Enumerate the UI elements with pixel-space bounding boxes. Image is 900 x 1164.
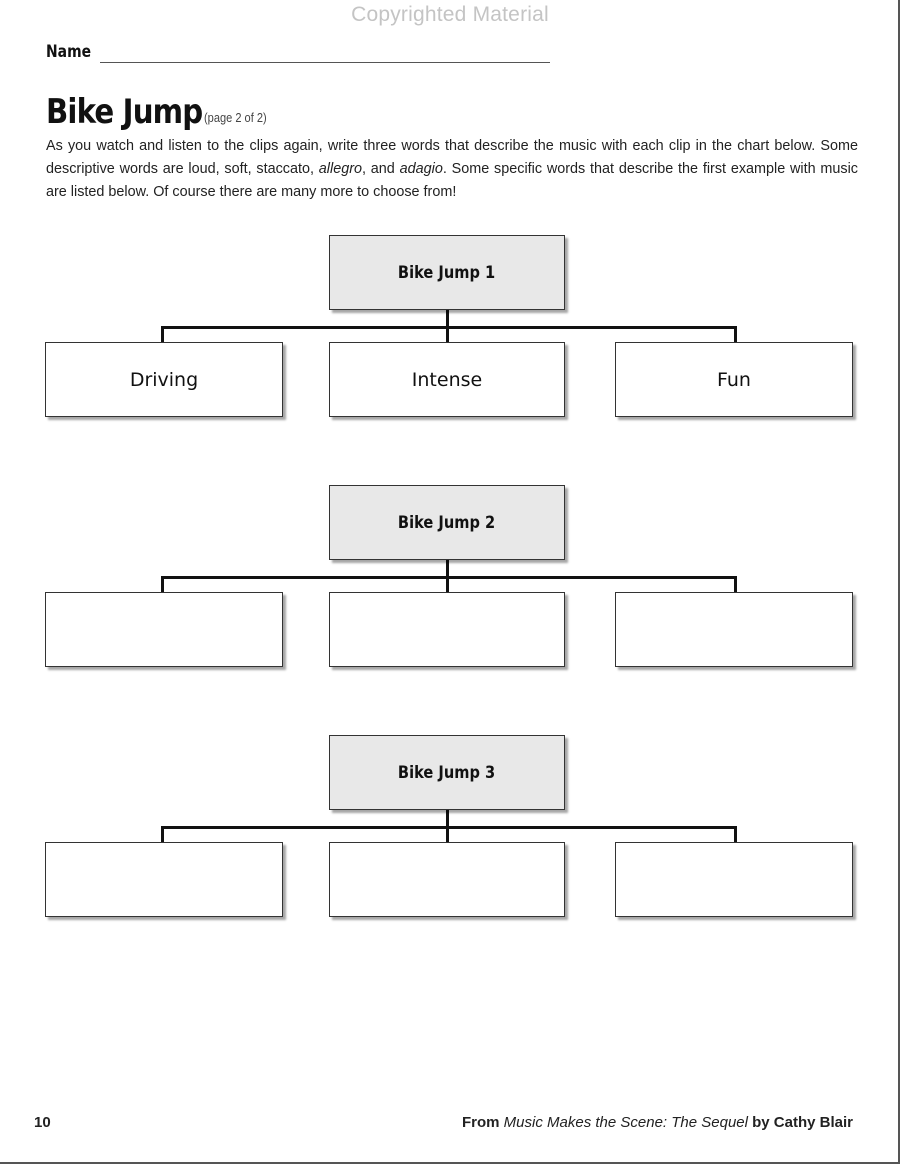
instructions-italic-adagio: adagio <box>399 161 443 177</box>
word-box-2[interactable] <box>329 592 565 667</box>
instructions-text-2: , and <box>362 161 400 177</box>
connector-horizontal <box>161 326 737 329</box>
connector-horizontal <box>161 826 737 829</box>
word-box-3[interactable] <box>615 592 853 667</box>
connector-left <box>161 326 164 342</box>
connector-left <box>161 826 164 842</box>
heading-box <box>329 235 565 310</box>
word-box-1[interactable] <box>45 342 283 417</box>
page-title: Bike Jump <box>46 92 203 132</box>
page-note: (page 2 of 2) <box>204 110 267 125</box>
bike-jump-2-diagram <box>0 485 900 685</box>
heading-box <box>329 735 565 810</box>
connector-right <box>734 576 737 592</box>
credit-suffix: by Cathy Blair <box>747 1114 853 1131</box>
heading-label: Bike Jump 2 <box>398 512 496 533</box>
title-row <box>46 92 267 132</box>
connector-right <box>734 326 737 342</box>
word-box-1[interactable] <box>45 592 283 667</box>
name-label: Name <box>46 42 92 62</box>
connector-horizontal <box>161 576 737 579</box>
bike-jump-1-diagram <box>0 235 900 435</box>
heading-label: Bike Jump 3 <box>398 762 496 783</box>
word-box-2[interactable] <box>329 342 565 417</box>
watermark: Copyrighted Material <box>351 3 549 26</box>
bike-jump-3-diagram <box>0 735 900 935</box>
name-row <box>46 42 556 66</box>
instructions <box>46 135 858 204</box>
word-label: Fun <box>717 368 751 391</box>
instructions-italic-allegro: allegro <box>318 161 362 177</box>
heading-label: Bike Jump 1 <box>398 262 496 283</box>
word-box-3[interactable] <box>615 342 853 417</box>
word-box-3[interactable] <box>615 842 853 917</box>
connector-left <box>161 576 164 592</box>
word-label: Intense <box>411 368 483 391</box>
connector-right <box>734 826 737 842</box>
book-title: Music Makes the Scene: The Sequel <box>503 1114 748 1131</box>
word-box-2[interactable] <box>329 842 565 917</box>
book-credit <box>462 1114 853 1131</box>
word-box-1[interactable] <box>45 842 283 917</box>
credit-prefix: From <box>462 1114 504 1131</box>
heading-box <box>329 485 565 560</box>
instructions-text-3: . Some specific words that describe the first example with music are listed below. Of course there are many more to choose from! <box>46 161 858 200</box>
instructions-text-1: As you watch and listen to the clips again, write three words that describe the music with each clip in the chart below. Some descriptive words are loud, soft, staccato, <box>46 138 858 177</box>
name-write-line[interactable] <box>100 62 550 63</box>
word-label: Driving <box>129 368 199 391</box>
page-number: 10 <box>34 1114 51 1131</box>
